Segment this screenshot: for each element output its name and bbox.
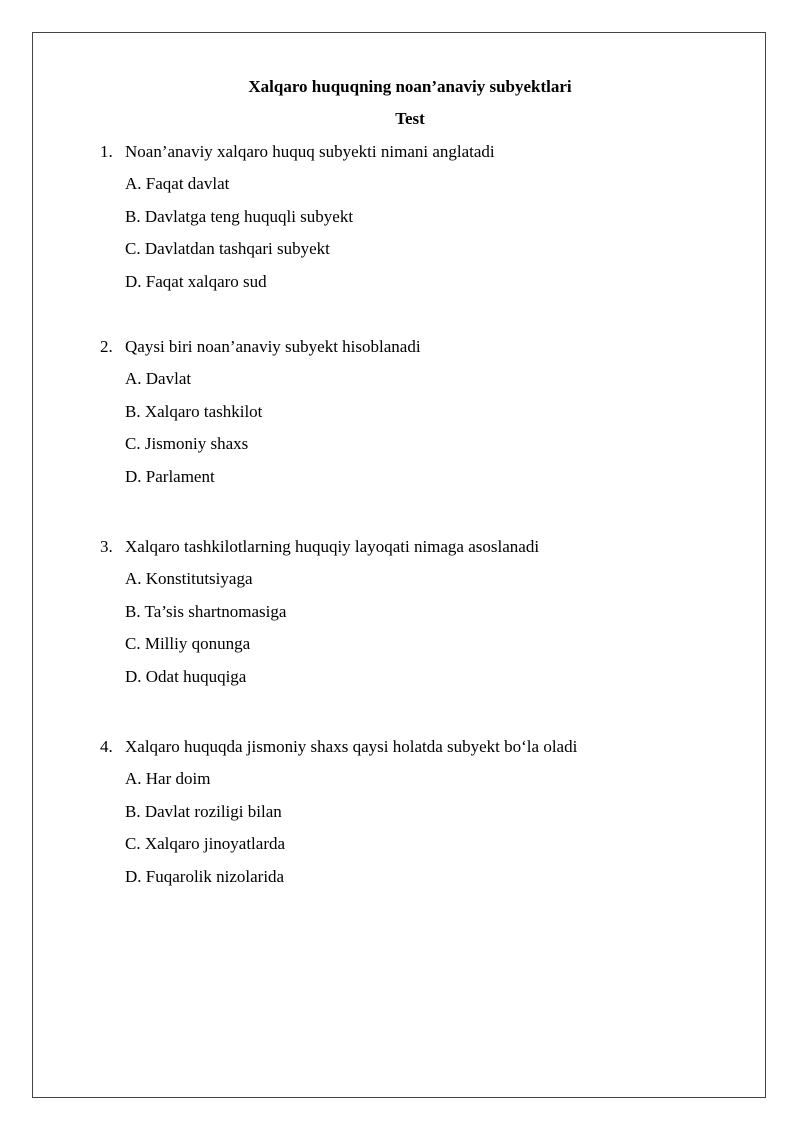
option-a: A. Faqat davlat [125,174,230,194]
option-c: C. Milliy qonunga [125,634,251,654]
question-1 [0,142,800,304]
question-text: Xalqaro huquqda jismoniy shaxs qaysi holatda subyekt bo‘la oladi [125,737,578,756]
option-d: D. Odat huquqiga [125,666,247,686]
question-2 [0,337,800,499]
question-number: 3. [100,537,113,556]
option-b: B. Xalqaro tashkilot [125,401,263,421]
question-number: 1. [100,142,113,161]
question-text: Noan’anaviy xalqaro huquq subyekti nimani anglatadi [125,142,495,161]
option-d: D. Fuqarolik nizolarida [125,866,285,886]
option-d: D. Faqat xalqaro sud [125,271,267,291]
option-c: C. Davlatdan tashqari subyekt [125,239,330,259]
question-row [0,737,800,769]
option-b: B. Davlatga teng huquqli subyekt [125,206,354,226]
question-number: 4. [100,737,113,756]
option-c: C. Jismoniy shaxs [125,434,249,454]
option-b: B. Ta’sis shartnomasiga [125,601,287,621]
option-a: A. Konstitutsiyaga [125,569,253,589]
document-title: Xalqaro huquqning noan’anaviy subyektlari [248,77,572,96]
option-a: A. Har doim [125,769,211,789]
question-row [0,337,800,369]
option-d: D. Parlament [125,466,215,486]
question-row [0,142,800,174]
question-text: Qaysi biri noan’anaviy subyekt hisoblanadi [125,337,421,356]
question-4 [0,737,800,899]
document-subtitle: Test [395,109,425,128]
question-text: Xalqaro tashkilotlarning huquqiy layoqati nimaga asoslanadi [125,537,540,556]
option-a: A. Davlat [125,369,192,389]
question-number: 2. [100,337,113,356]
question-row [0,537,800,569]
option-c: C. Xalqaro jinoyatlarda [125,834,286,854]
question-3 [0,537,800,699]
option-b: B. Davlat roziligi bilan [125,801,282,821]
